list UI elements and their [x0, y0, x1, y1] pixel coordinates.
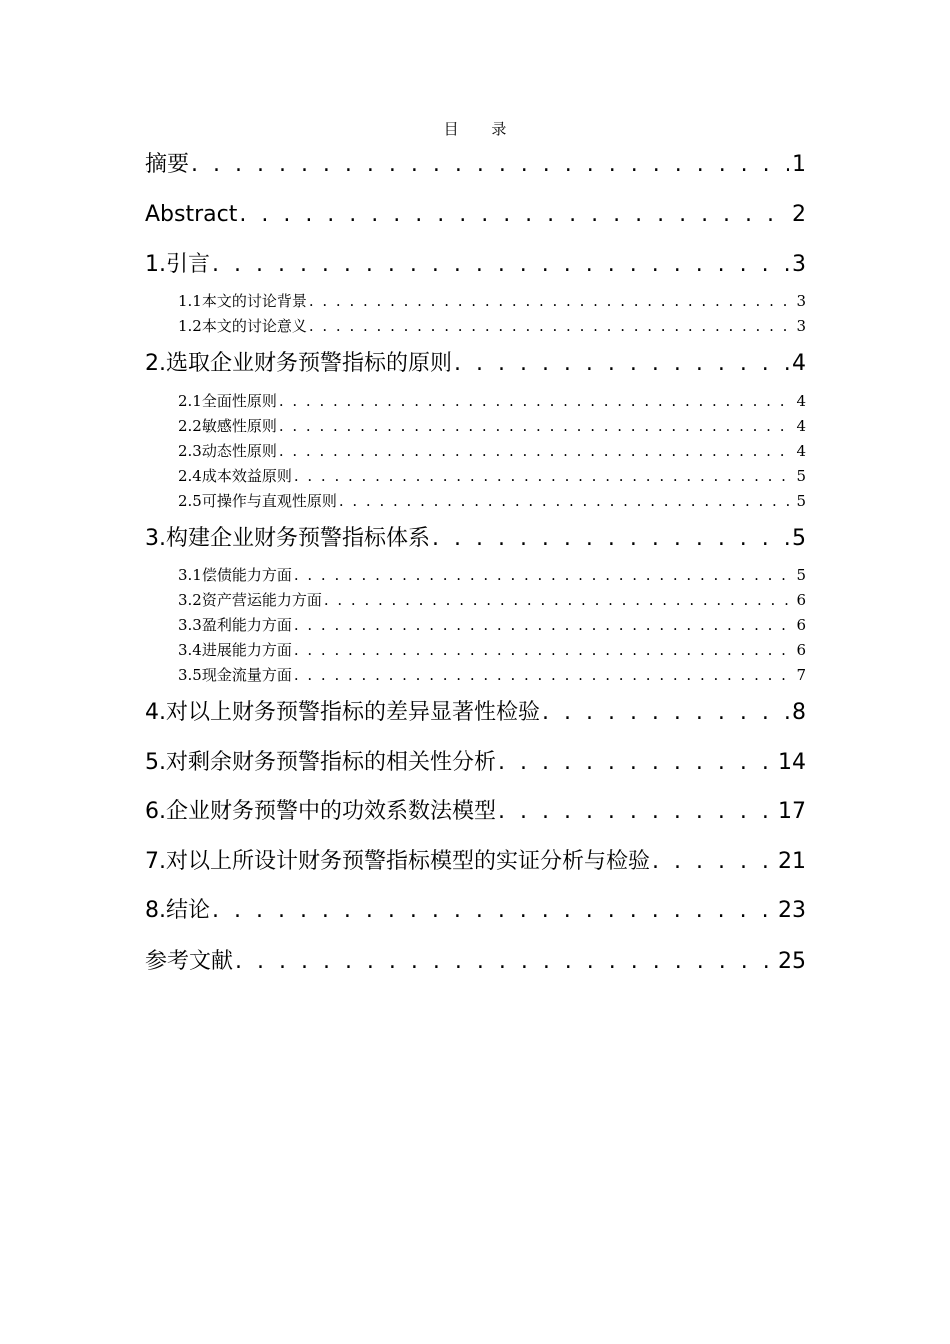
dot-leader [452, 349, 789, 379]
toc-entry-label: 2.2敏感性原则 [178, 417, 277, 435]
dot-leader [237, 200, 789, 230]
toc-entry-label: 4.对以上财务预警指标的差异显著性检验 [145, 700, 540, 725]
toc-entry-label: 1.2本文的讨论意义 [178, 317, 307, 335]
toc-entry[interactable] [145, 896, 806, 926]
toc-entry-page: 2 [792, 202, 806, 227]
dot-leader [337, 490, 794, 512]
toc-entry-page: 3 [796, 317, 806, 335]
toc-entry-page: 8 [792, 700, 806, 725]
toc-entry-page: 21 [778, 849, 806, 874]
toc-entry-label: 5.对剩余财务预警指标的相关性分析 [145, 750, 496, 775]
toc-subentry[interactable] [178, 564, 806, 586]
toc-entry-page: 3 [792, 252, 806, 277]
toc-entry-label: 3.4进展能力方面 [178, 641, 292, 659]
dot-leader [292, 664, 794, 686]
dot-leader [277, 440, 794, 462]
dot-leader [496, 797, 775, 827]
toc-entry-label: 参考文献 [145, 949, 234, 974]
toc-entry[interactable] [145, 947, 806, 977]
toc-subentry[interactable] [178, 490, 806, 512]
toc-entry-page: 4 [792, 351, 806, 376]
toc-entry-label: Abstract [145, 202, 238, 227]
toc-subentry[interactable] [178, 315, 806, 337]
toc-entry-label: 摘要 [145, 152, 190, 177]
toc-entry-label: 2.1全面性原则 [178, 392, 277, 410]
toc-subentry[interactable] [178, 664, 806, 686]
toc-entry-page: 7 [796, 666, 806, 684]
toc-entry[interactable] [145, 698, 806, 728]
toc-entry-label: 3.5现金流量方面 [178, 666, 292, 684]
toc-entry-page: 5 [792, 526, 806, 551]
toc-entry-label: 1.引言 [145, 252, 210, 277]
toc-entry[interactable] [145, 748, 806, 778]
dot-leader [650, 847, 775, 877]
toc-entry[interactable] [145, 150, 806, 180]
dot-leader [277, 415, 794, 437]
toc-entry-page: 1 [792, 152, 806, 177]
toc-title: 目 录 [443, 120, 521, 138]
dot-leader [292, 564, 794, 586]
toc-subentry[interactable] [178, 614, 806, 636]
dot-leader [233, 947, 775, 977]
toc-entry-label: 6.企业财务预警中的功效系数法模型 [145, 799, 496, 824]
toc-entry[interactable] [145, 250, 806, 280]
dot-leader [430, 524, 789, 554]
dot-leader [496, 748, 775, 778]
toc-entry-label: 3.构建企业财务预警指标体系 [145, 526, 430, 551]
toc-entry[interactable] [145, 847, 806, 877]
toc-subentry[interactable] [178, 639, 806, 661]
toc-entry-label: 7.对以上所设计财务预警指标模型的实证分析与检验 [145, 849, 650, 874]
toc-subentry[interactable] [178, 465, 806, 487]
dot-leader [540, 698, 789, 728]
toc-entry-page: 6 [796, 641, 806, 659]
dot-leader [322, 589, 794, 611]
toc-entry-page: 4 [796, 392, 806, 410]
toc-entry-page: 4 [796, 442, 806, 460]
toc-entry-page: 23 [778, 898, 806, 923]
toc-entry-page: 5 [796, 467, 806, 485]
toc-entry-page: 25 [778, 949, 806, 974]
toc-entry-label: 3.2资产营运能力方面 [178, 591, 322, 609]
dot-leader [292, 639, 794, 661]
toc-entry[interactable] [145, 200, 806, 230]
toc-entry-page: 4 [796, 417, 806, 435]
toc-entry-label: 2.3动态性原则 [178, 442, 277, 460]
dot-leader [292, 465, 794, 487]
toc-entry-label: 2.4成本效益原则 [178, 467, 292, 485]
toc-entry-label: 2.选取企业财务预警指标的原则 [145, 351, 452, 376]
toc-entry-label: 3.1偿债能力方面 [178, 566, 292, 584]
toc-entry-page: 6 [796, 591, 806, 609]
dot-leader [189, 150, 789, 180]
toc-entry-label: 3.3盈利能力方面 [178, 616, 292, 634]
toc-entry-page: 17 [778, 799, 806, 824]
toc-entry-page: 14 [778, 750, 806, 775]
dot-leader [210, 896, 775, 926]
toc-subentry[interactable] [178, 589, 806, 611]
toc-subentry[interactable] [178, 290, 806, 312]
dot-leader [307, 315, 794, 337]
toc-entry[interactable] [145, 349, 806, 379]
toc-entry-label: 8.结论 [145, 898, 210, 923]
toc-entry-page: 6 [796, 616, 806, 634]
toc-entry-label: 2.5可操作与直观性原则 [178, 492, 337, 510]
toc-entry-page: 5 [796, 492, 806, 510]
dot-leader [277, 390, 794, 412]
dot-leader [307, 290, 794, 312]
toc-subentry[interactable] [178, 415, 806, 437]
toc-subentry[interactable] [178, 440, 806, 462]
toc-entry-page: 5 [796, 566, 806, 584]
toc-entry[interactable] [145, 524, 806, 554]
toc-subentry[interactable] [178, 390, 806, 412]
dot-leader [292, 614, 794, 636]
toc-entry-page: 3 [796, 292, 806, 310]
toc-entry-label: 1.1本文的讨论背景 [178, 292, 307, 310]
dot-leader [210, 250, 789, 280]
toc-entry[interactable] [145, 797, 806, 827]
